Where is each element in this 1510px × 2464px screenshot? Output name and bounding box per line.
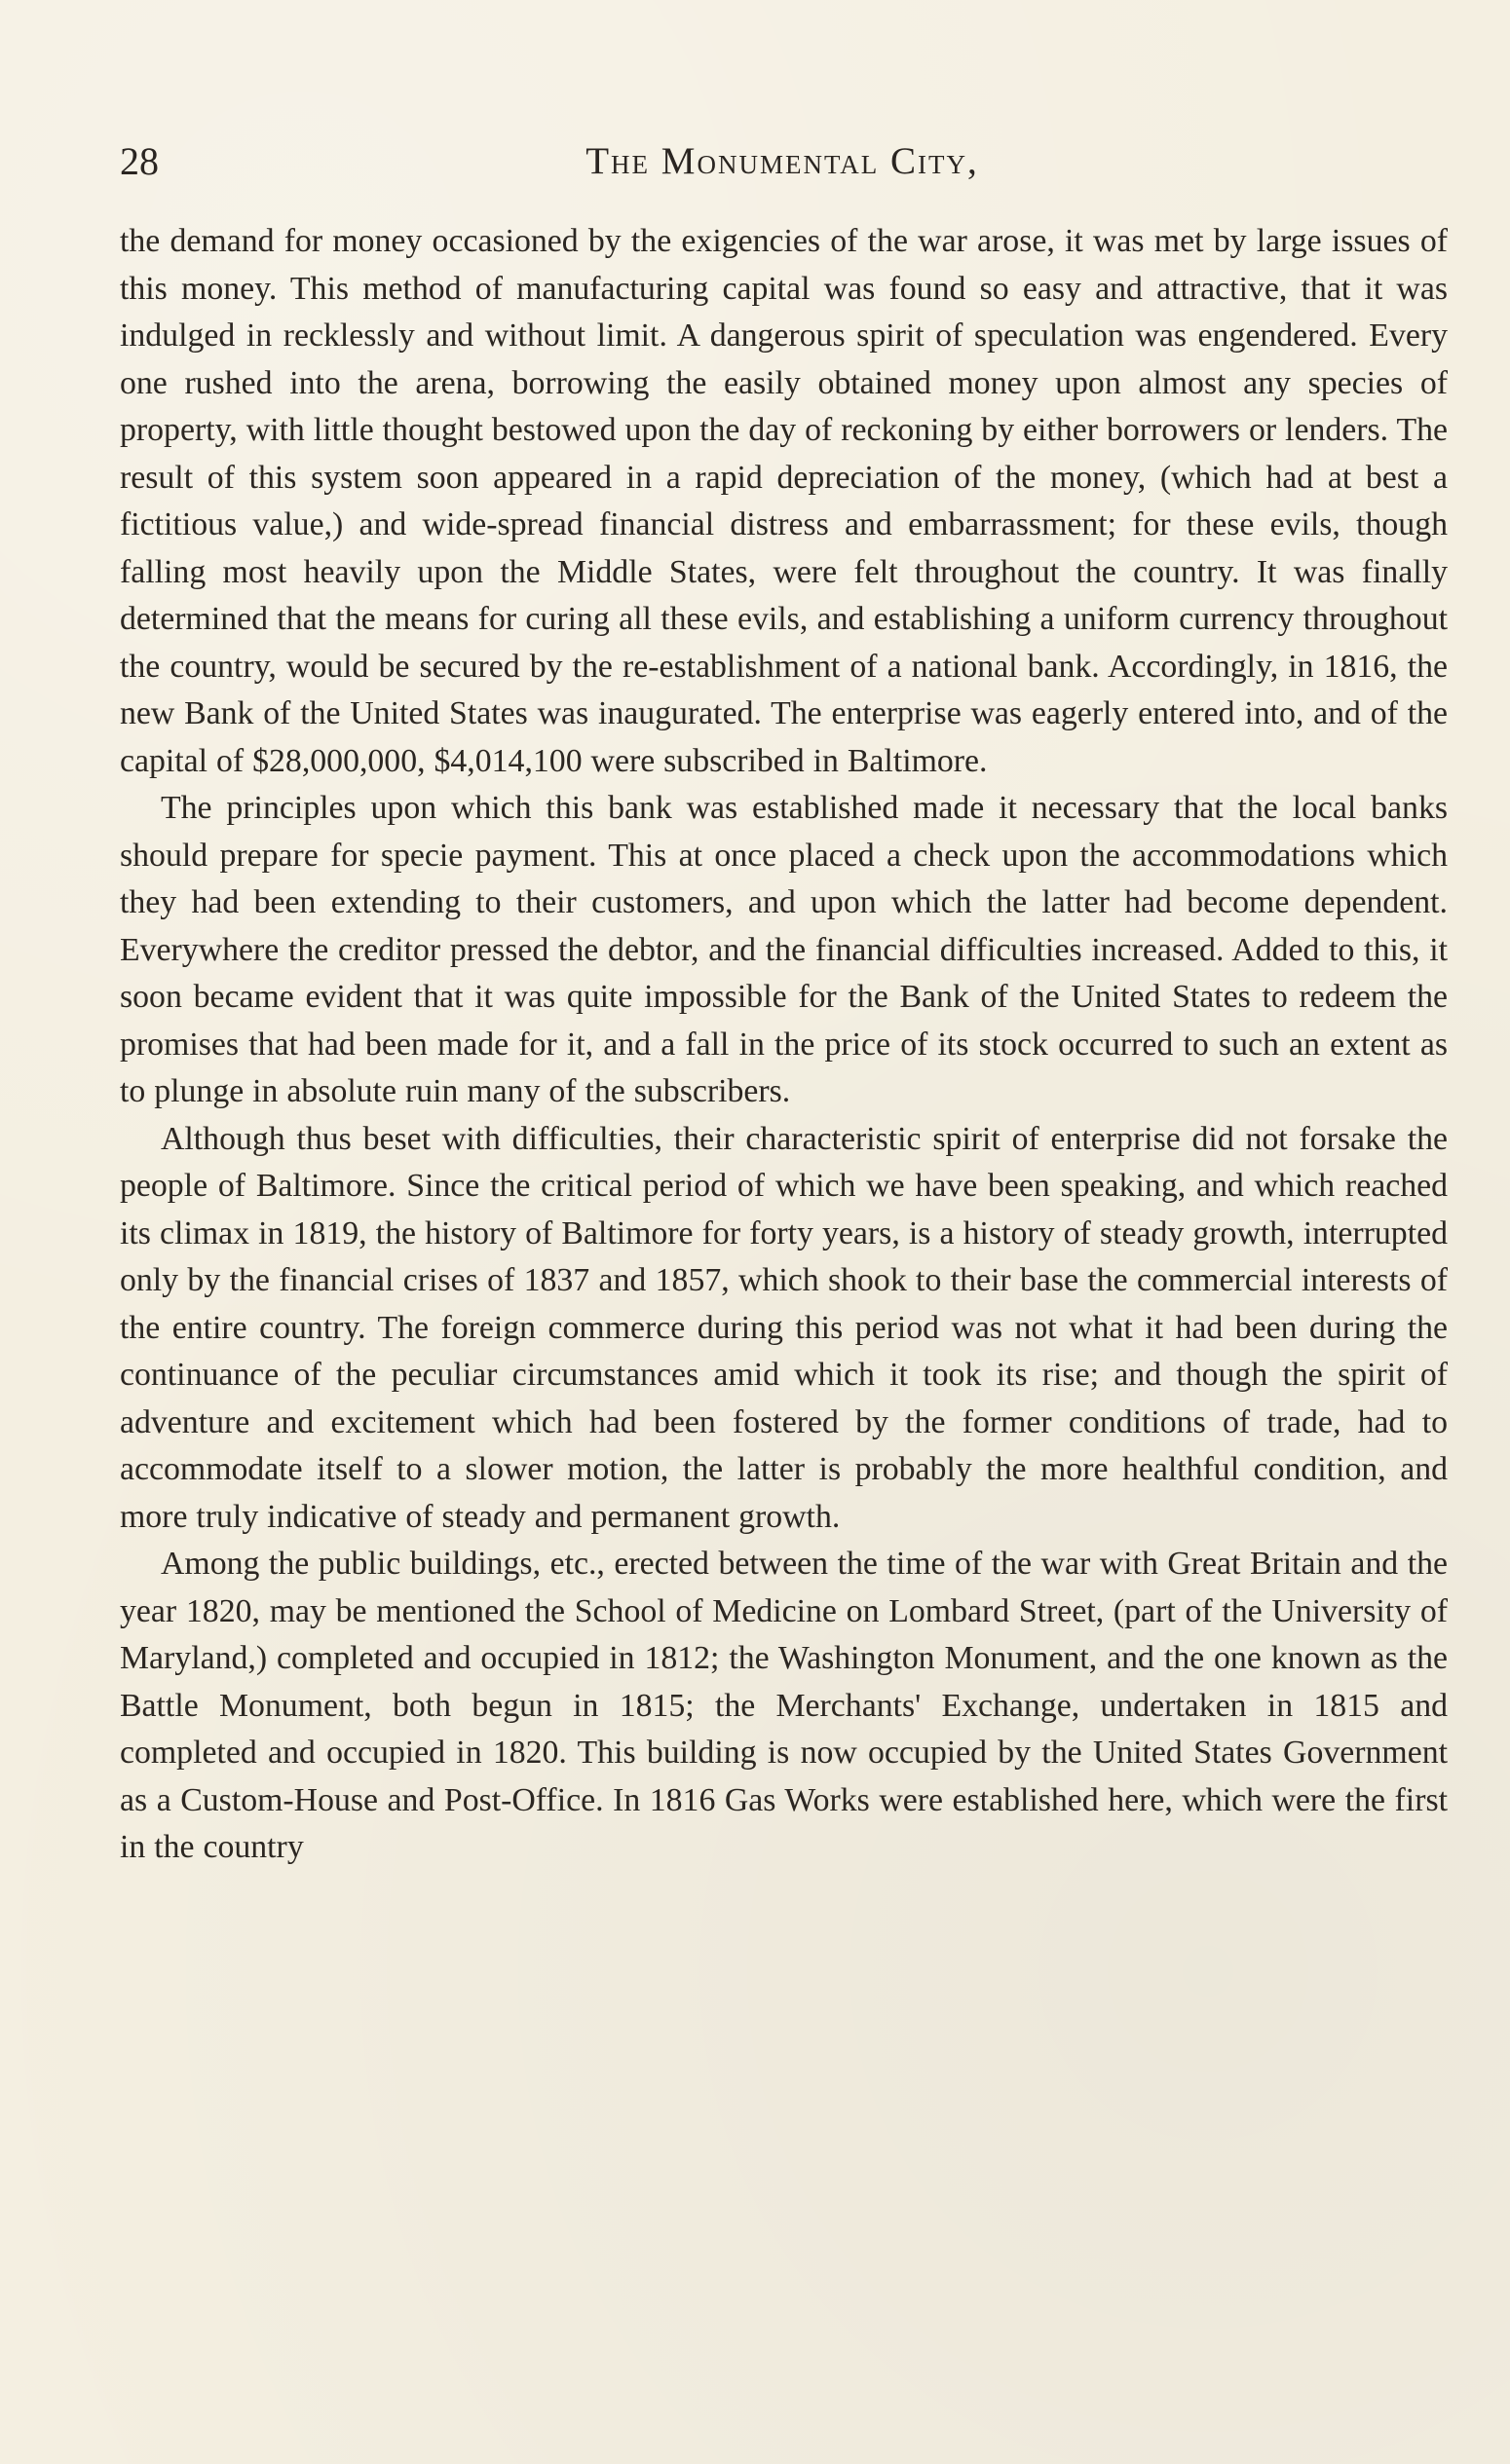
running-head [120,138,1445,185]
running-title: The Monumental City, [585,140,979,182]
paragraph-2: The principles upon which this bank was established made it necessary that the local banks should prepare for specie payment. This at once placed a check upon the accommodations which they had been extending to their customers, and upon which the latter had become dependent. Everywhere the creditor pressed the debtor, and the financial difficulties increased. Added to this, it soon became evident that it was quite impossible for the Bank of the United States to redeem the promises that had been made for it, and a fall in the price of its stock occurred to such an extent as to plunge in absolute ruin many of the subscribers. [120,790,1448,1109]
paragraph-3: Although thus beset with difficulties, their characteristic spirit of enterprise did not forsake the people of Baltimore. Since the critical period of which we have been speaking, and which reached its climax in 1819, the history of Baltimore for forty years, is a history of steady growth, interrupted only by the financial crises of 1837 and 1857, which shook to their base the commercial interests of the entire country. The foreign commerce during this period was not what it had been during the continuance of the peculiar circumstances amid which it took its rise; and though the spirit of adventure and excitement which had been fostered by the former conditions of trade, had to accommodate itself to a slower motion, the latter is probably the more healthful condition, and more truly indicative of steady and permanent growth. [120,1120,1448,1535]
paragraph-4: Among the public buildings, etc., erected between the time of the war with Great Britain and the year 1820, may be mentioned the School of Medicine on Lombard Street, (part of the University of Maryland,) completed and occupied in 1812; the Washington Monument, and the one known as the Battle Monument, both begun in 1815; the Merchants' Exchange, undertaken in 1815 and completed and occupied in 1820. This building is now occupied by the United States Government as a Custom-House and Post-Office. In 1816 Gas Works were established here, which were the first in the country [120,1546,1448,1865]
page-number: 28 [120,139,159,183]
paragraph-1: the demand for money occasioned by the exigencies of the war arose, it was met by large issues of this money. This method of manufacturing capital was found so easy and attractive, that it was indulged in recklessly and without limit. A dangerous spirit of speculation was engendered. Every one rushed into the arena, borrowing the easily obtained money upon almost any species of property, with little thought bestowed upon the day of reckoning by either borrowers or lenders. The result of this system soon appeared in a rapid depreciation of the money, (which had at best a fictitious value,) and wide-spread financial distress and embarrassment; for these evils, though falling most heavily upon the Middle States, were felt throughout the country. It was finally determined that the means for curing all these evils, and establishing a uniform currency throughout the country, would be secured by the re-establishment of a national bank. Accordingly, in 1816, the new Bank of the United States was inaugurated. The enterprise was eagerly entered into, and of the capital of $28,000,000, $4,014,100 were subscribed in Baltimore. [120,223,1448,779]
body-text [120,218,1448,1872]
